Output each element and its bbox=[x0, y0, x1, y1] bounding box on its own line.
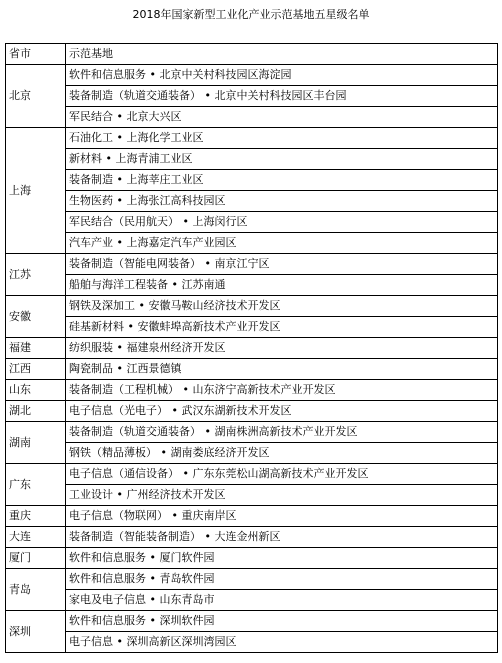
table-row bbox=[6, 590, 498, 611]
province-cell: 大连 bbox=[6, 527, 66, 548]
table-row bbox=[6, 632, 498, 653]
base-cell: 装备制造（轨道交通装备） • 湖南株洲高新技术产业开发区 bbox=[66, 422, 498, 443]
base-cell: 软件和信息服务 • 厦门软件园 bbox=[66, 548, 498, 569]
base-cell: 装备制造 • 上海莘庄工业区 bbox=[66, 170, 498, 191]
table-row bbox=[6, 212, 498, 233]
table-row bbox=[6, 191, 498, 212]
table-row bbox=[6, 485, 498, 506]
table-row bbox=[6, 506, 498, 527]
base-cell: 电子信息（通信设备） • 广东东莞松山湖高新技术产业开发区 bbox=[66, 464, 498, 485]
table-row bbox=[6, 359, 498, 380]
province-cell: 江苏 bbox=[6, 254, 66, 296]
province-cell: 福建 bbox=[6, 338, 66, 359]
table-row bbox=[6, 548, 498, 569]
table-row bbox=[6, 128, 498, 149]
base-cell: 船舶与海洋工程装备 • 江苏南通 bbox=[66, 275, 498, 296]
base-cell: 陶瓷制品 • 江西景德镇 bbox=[66, 359, 498, 380]
base-cell: 钢铁（精品薄板） • 湖南娄底经济开发区 bbox=[66, 443, 498, 464]
table-row bbox=[6, 443, 498, 464]
page-title: 2018年国家新型工业化产业示范基地五星级名单 bbox=[132, 8, 370, 21]
base-cell: 装备制造（工程机械） • 山东济宁高新技术产业开发区 bbox=[66, 380, 498, 401]
base-cell: 电子信息（物联网） • 重庆南岸区 bbox=[66, 506, 498, 527]
table-row bbox=[6, 65, 498, 86]
province-cell: 湖南 bbox=[6, 422, 66, 464]
base-cell: 软件和信息服务 • 深圳软件园 bbox=[66, 611, 498, 632]
province-cell: 山东 bbox=[6, 380, 66, 401]
province-cell: 广东 bbox=[6, 464, 66, 506]
table-row bbox=[6, 149, 498, 170]
province-cell: 深圳 bbox=[6, 611, 66, 653]
province-cell: 湖北 bbox=[6, 401, 66, 422]
table-row bbox=[6, 422, 498, 443]
base-cell: 装备制造（智能装备制造） • 大连金州新区 bbox=[66, 527, 498, 548]
base-cell: 汽车产业 • 上海嘉定汽车产业园区 bbox=[66, 233, 498, 254]
base-cell: 纺织服装 • 福建泉州经济开发区 bbox=[66, 338, 498, 359]
base-cell: 工业设计 • 广州经济技术开发区 bbox=[66, 485, 498, 506]
base-cell: 家电及电子信息 • 山东青岛市 bbox=[66, 590, 498, 611]
table-row bbox=[6, 86, 498, 107]
table-body bbox=[6, 44, 498, 653]
table-row bbox=[6, 275, 498, 296]
base-cell: 军民结合 • 北京大兴区 bbox=[66, 107, 498, 128]
table-row bbox=[6, 254, 498, 275]
table-row bbox=[6, 107, 498, 128]
table-row bbox=[6, 233, 498, 254]
table-row bbox=[6, 338, 498, 359]
province-cell: 重庆 bbox=[6, 506, 66, 527]
base-cell: 软件和信息服务 • 青岛软件园 bbox=[66, 569, 498, 590]
table-row bbox=[6, 569, 498, 590]
base-cell: 电子信息（光电子） • 武汉东湖新技术开发区 bbox=[66, 401, 498, 422]
base-cell: 新材料 • 上海青浦工业区 bbox=[66, 149, 498, 170]
base-cell: 钢铁及深加工 • 安徽马鞍山经济技术开发区 bbox=[66, 296, 498, 317]
base-cell: 电子信息 • 深圳高新区深圳湾园区 bbox=[66, 632, 498, 653]
table-row bbox=[6, 527, 498, 548]
base-cell: 生物医药 • 上海张江高科技园区 bbox=[66, 191, 498, 212]
province-cell: 厦门 bbox=[6, 548, 66, 569]
province-cell: 江西 bbox=[6, 359, 66, 380]
table-row bbox=[6, 296, 498, 317]
table-row bbox=[6, 464, 498, 485]
base-cell: 硅基新材料 • 安徽蚌埠高新技术产业开发区 bbox=[66, 317, 498, 338]
base-cell: 装备制造（轨道交通装备） • 北京中关村科技园区丰台园 bbox=[66, 86, 498, 107]
base-cell: 软件和信息服务 • 北京中关村科技园区海淀园 bbox=[66, 65, 498, 86]
header-base: 示范基地 bbox=[66, 44, 498, 65]
base-cell: 军民结合（民用航天） • 上海闵行区 bbox=[66, 212, 498, 233]
header-province: 省市 bbox=[6, 44, 66, 65]
table-row bbox=[6, 380, 498, 401]
table-row bbox=[6, 611, 498, 632]
province-cell: 青岛 bbox=[6, 569, 66, 611]
base-cell: 石油化工 • 上海化学工业区 bbox=[66, 128, 498, 149]
province-cell: 安徽 bbox=[6, 296, 66, 338]
table-row bbox=[6, 317, 498, 338]
table-header-row bbox=[6, 44, 498, 65]
table-row bbox=[6, 170, 498, 191]
base-cell: 装备制造（智能电网装备） • 南京江宁区 bbox=[66, 254, 498, 275]
province-cell: 上海 bbox=[6, 128, 66, 254]
table-row bbox=[6, 401, 498, 422]
province-cell: 北京 bbox=[6, 65, 66, 128]
base-table bbox=[5, 43, 498, 653]
